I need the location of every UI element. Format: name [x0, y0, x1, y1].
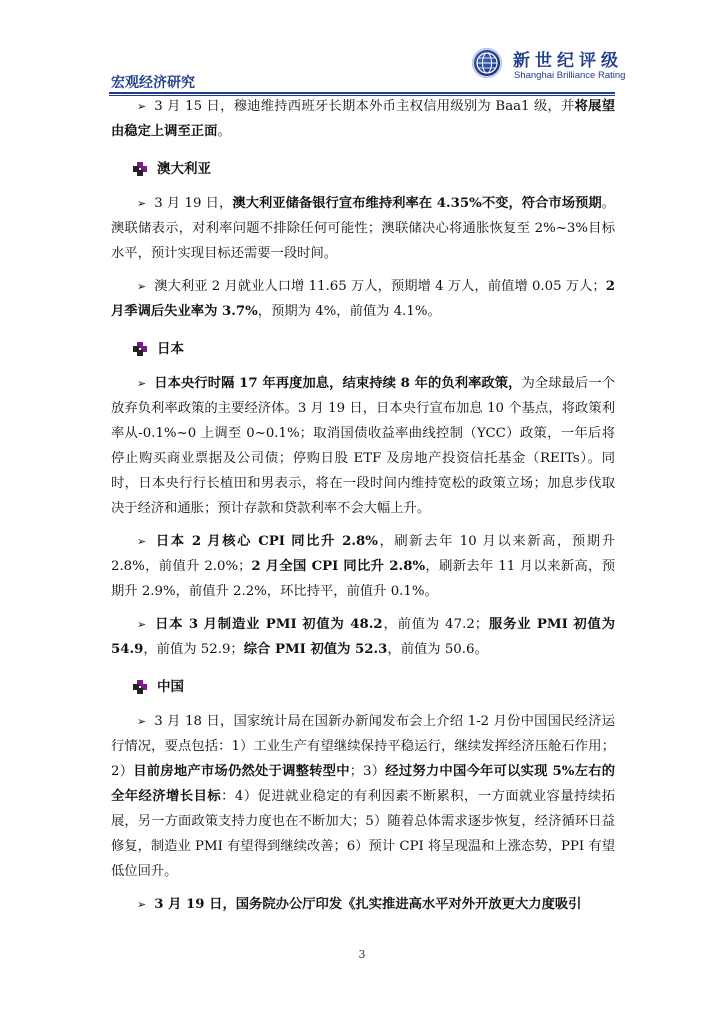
section-heading-japan: 日本 [133, 338, 615, 360]
section-marker-icon [133, 162, 147, 176]
bullet-arrow-icon: ➢ [137, 197, 147, 210]
paragraph-australia-employment: ➢ 澳大利亚 2 月就业人口增 11.65 万人，预期增 4 万人，前值增 0.05 万人；2 月季调后失业率为 3.7%，预期为 4%，前值为 4.1%。 [111, 279, 615, 319]
paragraph-china-economy: ➢ 3 月 18 日，国家统计局在国新办新闻发布会上介绍 1-2 月份中国国民经济运行情况，要点包括：1）工业生产有望继续保持平稳运行，继续发挥经济压舱石作用；2）目前房地产市场仍然处于调整转型中；3）经过努力中国今年可以实现 5%左右的全年经济增长目标：4）促进就业稳定的有利因素不断累积，一方面就业容量持续拓展，另一方面政策支持力度也在不断加大；5）随着总体需求逐步恢复，经济循环日益修复，制造业 PMI 有望得到继续改善；6）预计 CPI 将呈现温和上涨态势，PPI 有望低位回升。 [111, 714, 616, 879]
brand-logo-globe-icon [472, 48, 502, 78]
section-name: 宏观经济研究 [111, 75, 195, 91]
section-heading-australia: 澳大利亚 [133, 158, 615, 180]
section-marker-icon [133, 680, 147, 694]
paragraph-japan-cpi: ➢ 日本 2 月核心 CPI 同比升 2.8%，刷新去年 10 月以来新高，预期升 2.8%，前值升 2.0%；2 月全国 CPI 同比升 2.8%，刷新去年 11 月以来新高，预期升 2.9%，前值升 2.2%，环比持平，前值升 0.1%。 [111, 534, 616, 599]
paragraph-rba-rate: ➢ 3 月 19 日，澳大利亚储备银行宣布维持利率在 4.35%不变，符合市场预期。澳联储表示，对利率问题不排除任何可能性；澳联储决心将通胀恢复至 2%~3%目标水平，预计实现目标还需要一段时间。 [111, 196, 615, 261]
bullet-arrow-icon: ➢ [137, 618, 147, 631]
document-body [111, 94, 615, 917]
bullet-arrow-icon: ➢ [137, 377, 147, 390]
brand-logo [472, 48, 502, 78]
bullet-arrow-icon: ➢ [137, 100, 147, 113]
paragraph-state-council: ➢ 3 月 19 日，国务院办公厅印发《扎实推进高水平对外开放更大力度吸引 [137, 897, 582, 912]
bullet-arrow-icon: ➢ [137, 898, 147, 911]
paragraph-spain-rating: ➢ 3 月 15 日，穆迪维持西班牙长期本外币主权信用级别为 Baa1 级，并将展望由稳定上调至正面。 [111, 99, 615, 139]
section-marker-icon [133, 342, 147, 356]
page-number: 3 [358, 948, 366, 961]
bullet-arrow-icon: ➢ [137, 715, 147, 728]
bullet-arrow-icon: ➢ [137, 280, 147, 293]
bullet-arrow-icon: ➢ [137, 535, 147, 548]
page-header [0, 0, 724, 96]
paragraph-japan-pmi: ➢ 日本 3 月制造业 PMI 初值为 48.2，前值为 47.2；服务业 PMI 初值为 54.9，前值为 52.9；综合 PMI 初值为 52.3，前值为 50.6。 [111, 617, 615, 657]
section-heading-china: 中国 [133, 676, 615, 698]
brand-name-cn: 新世纪评级 [513, 51, 623, 71]
paragraph-boj-rate-hike: ➢ 日本央行时隔 17 年再度加息，结束持续 8 年的负利率政策，为全球最后一个放弃负利率政策的主要经济体。3 月 19 日，日本央行宣布加息 10 个基点，将政策利率从-0.1%~0 上调至 0~0.1%；取消国债收益率曲线控制（YCC）政策，一年后将停止购买商业票据及公司债；停购日股 ETF 及房地产投资信托基金（REITs）。同时，日本央行行长植田和男表示，将在一段时间内维持宽松的政策立场；加息步伐取决于经济和通胀；预计存款和贷款利率不会大幅上升。 [111, 376, 616, 516]
brand-name-en: Shanghai Brilliance Rating [514, 70, 626, 81]
